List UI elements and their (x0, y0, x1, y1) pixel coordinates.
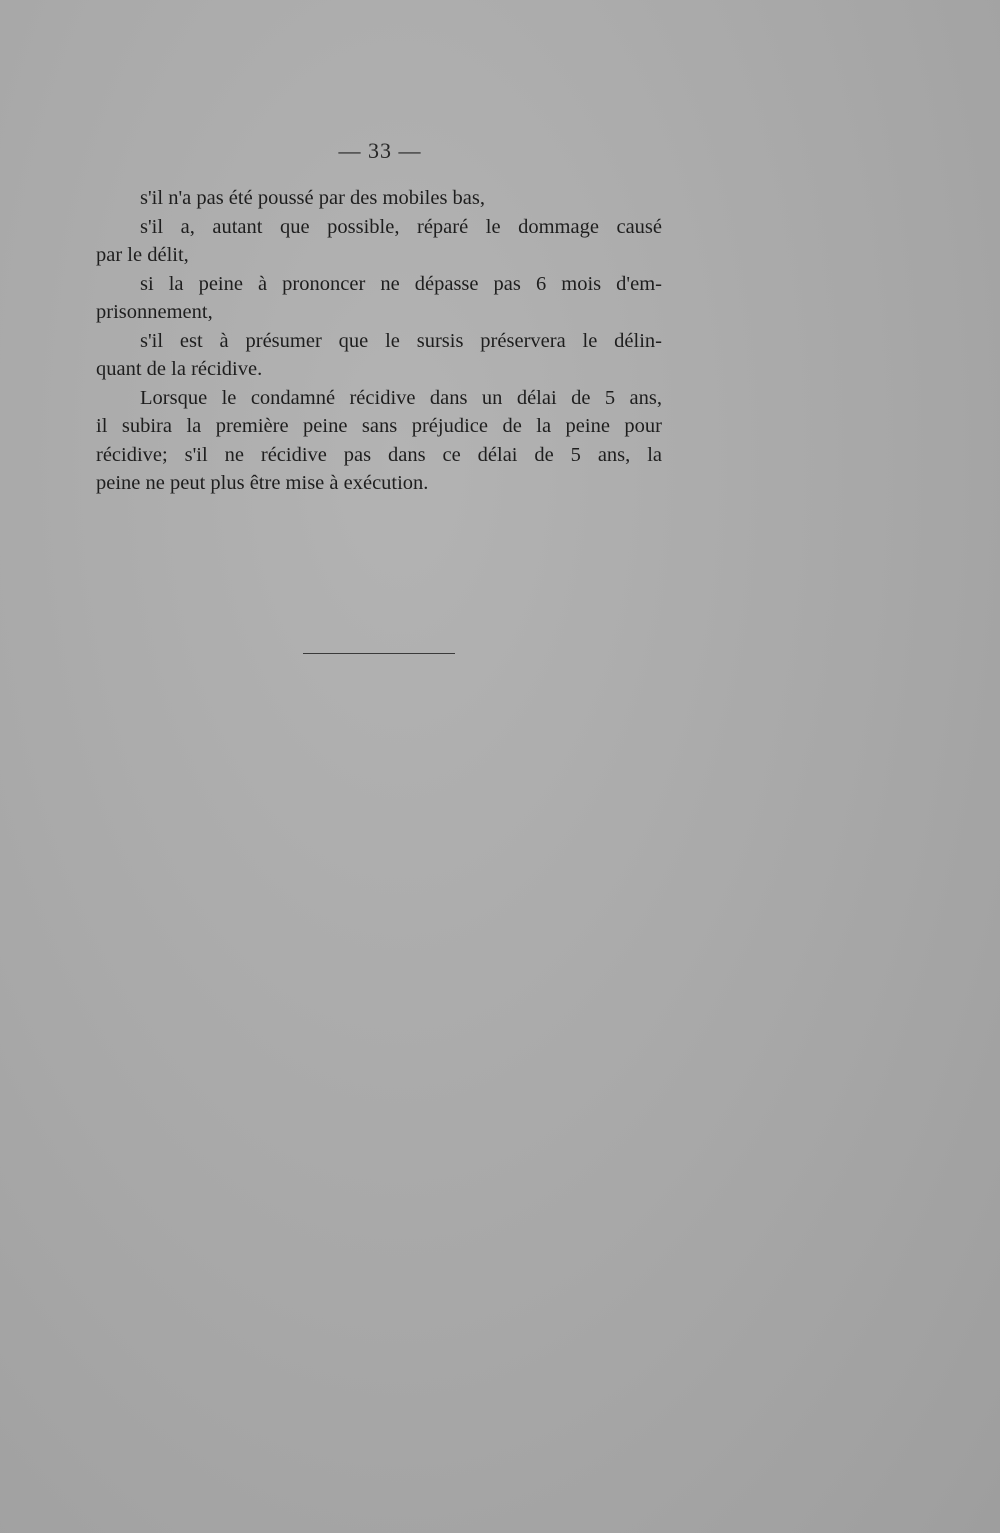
text-line: s'il est à présumer que le sursis préservera le délin- (140, 329, 662, 352)
text-line: récidive; s'il ne récidive pas dans ce délai de 5 ans, la (96, 443, 662, 466)
text-line: prisonnement, (96, 301, 213, 323)
text-line: il subira la première peine sans préjudice de la peine pour (96, 415, 662, 437)
text-line: peine ne peut plus être mise à exécution. (96, 472, 429, 494)
text-line: s'il a, autant que possible, réparé le dommage causé (140, 215, 662, 238)
section-divider (303, 653, 455, 654)
text-line: quant de la récidive. (96, 358, 263, 380)
body-text (96, 184, 662, 498)
text-line: Lorsque le condamné récidive dans un délai de 5 ans, (140, 386, 662, 409)
text-line: s'il n'a pas été poussé par des mobiles bas, (140, 187, 485, 209)
text-line: si la peine à prononcer ne dépasse pas 6 mois d'em- (140, 272, 662, 295)
text-line: par le délit, (96, 244, 189, 266)
page-number: — 33 — (338, 138, 422, 163)
